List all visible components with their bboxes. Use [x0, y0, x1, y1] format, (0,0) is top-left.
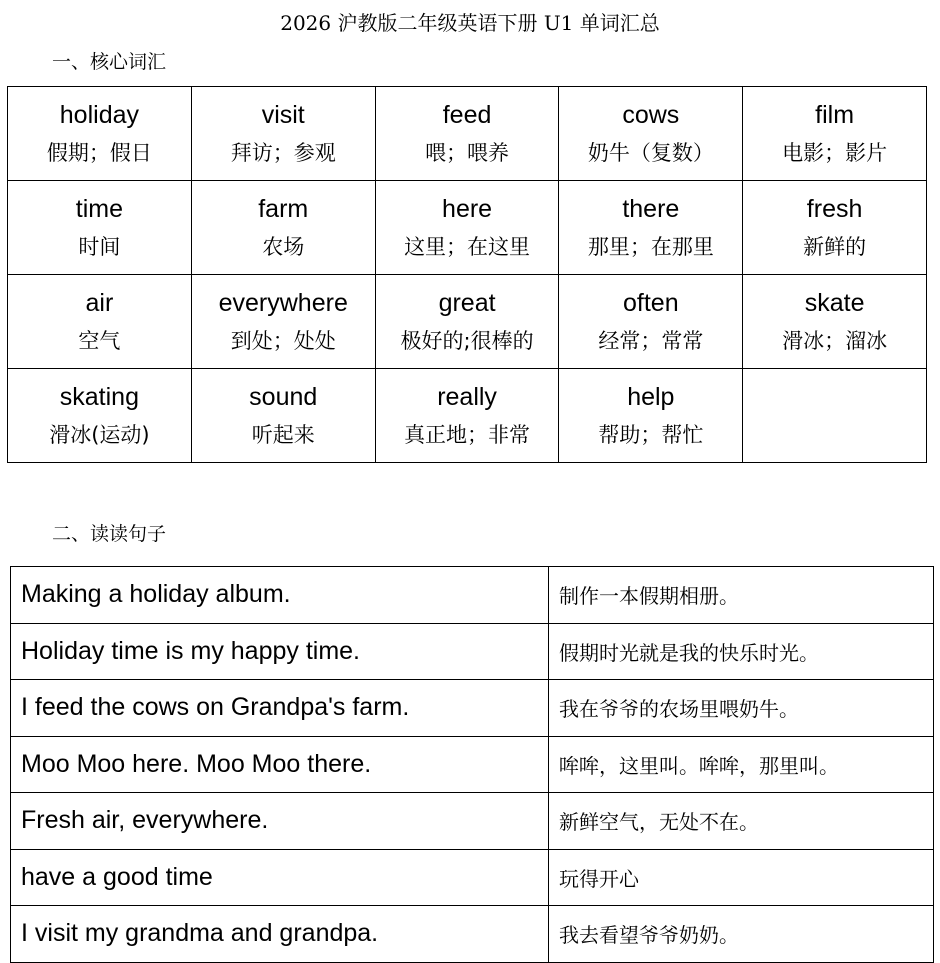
vocab-cell [8, 181, 192, 275]
vocab-meaning: 假期；假日 [46, 140, 152, 165]
vocab-word: here [442, 194, 493, 223]
sentence-chinese: 我去看望爷爷奶奶。 [549, 906, 934, 963]
sentence-english: Holiday time is my happy time. [11, 623, 549, 680]
vocab-meaning: 极好的;很棒的 [400, 328, 534, 353]
vocab-cell [8, 369, 192, 463]
vocab-word: skate [804, 288, 865, 317]
vocab-meaning: 帮助；帮忙 [598, 422, 704, 447]
sentence-row [11, 736, 934, 793]
vocab-word: film [815, 100, 855, 129]
sentence-english: Moo Moo here. Moo Moo there. [11, 736, 549, 793]
vocab-meaning: 这里；在这里 [404, 234, 531, 259]
vocab-meaning: 电影；影片 [782, 140, 888, 165]
vocab-cell [559, 275, 743, 369]
vocab-meaning: 农场 [262, 234, 305, 259]
vocab-cell [743, 275, 927, 369]
sentence-english: Making a holiday album. [11, 567, 549, 624]
sentence-chinese: 制作一本假期相册。 [549, 567, 934, 624]
sentence-row [11, 567, 934, 624]
sentence-row [11, 906, 934, 963]
vocab-row [8, 275, 927, 369]
vocab-meaning: 新鲜的 [803, 234, 867, 259]
vocab-word: everywhere [218, 288, 348, 317]
vocab-row [8, 369, 927, 463]
sentence-english: I feed the cows on Grandpa's farm. [11, 680, 549, 737]
vocab-word: great [438, 288, 496, 317]
sentence-row [11, 849, 934, 906]
sentence-chinese: 我在爷爷的农场里喂奶牛。 [549, 680, 934, 737]
sentence-chinese: 玩得开心 [549, 849, 934, 906]
vocab-word: really [437, 382, 497, 411]
sentence-english: Fresh air, everywhere. [11, 793, 549, 850]
vocab-word: holiday [59, 100, 140, 129]
vocab-cell [743, 87, 927, 181]
vocab-word: visit [261, 100, 305, 129]
vocab-word: there [622, 194, 680, 223]
vocab-cell [375, 181, 559, 275]
page-title: 2026 沪教版二年级英语下册 U1 单词汇总 [280, 11, 660, 35]
sentence-english: have a good time [11, 849, 549, 906]
vocab-cell [743, 181, 927, 275]
vocab-meaning: 那里；在那里 [587, 234, 714, 259]
sentence-chinese: 哞哞，这里叫。哞哞，那里叫。 [549, 736, 934, 793]
vocab-cell [8, 275, 192, 369]
vocab-cell [8, 87, 192, 181]
vocab-word: help [627, 382, 675, 411]
vocab-cell [375, 369, 559, 463]
vocab-cell [559, 87, 743, 181]
vocabulary-table [7, 86, 927, 463]
vocab-word: often [623, 288, 679, 317]
vocab-meaning: 奶牛（复数） [587, 140, 714, 165]
vocab-cell [743, 369, 927, 463]
vocab-meaning: 听起来 [251, 422, 315, 447]
vocab-meaning: 喂；喂养 [425, 140, 510, 165]
vocab-meaning: 时间 [78, 234, 121, 259]
vocab-meaning: 到处；处处 [230, 328, 336, 353]
vocab-cell [559, 369, 743, 463]
vocab-meaning: 空气 [78, 328, 121, 353]
sentence-chinese: 假期时光就是我的快乐时光。 [549, 623, 934, 680]
vocab-word: skating [59, 382, 139, 411]
sentence-chinese: 新鲜空气，无处不在。 [549, 793, 934, 850]
sentence-row [11, 680, 934, 737]
section-heading-vocabulary: 一、核心词汇 [52, 51, 167, 73]
vocab-meaning: 经常；常常 [598, 328, 704, 353]
section-heading-sentences: 二、读读句子 [52, 523, 167, 545]
vocab-word: time [75, 194, 124, 223]
vocab-word: sound [249, 382, 318, 411]
vocab-meaning: 滑冰；溜冰 [782, 328, 888, 353]
vocab-cell [375, 87, 559, 181]
vocab-word: fresh [806, 194, 863, 223]
vocab-cell [191, 87, 375, 181]
vocab-meaning: 真正地；非常 [404, 422, 531, 447]
vocab-row [8, 87, 927, 181]
vocab-cell [191, 275, 375, 369]
sentence-row [11, 793, 934, 850]
sentences-table [10, 566, 934, 963]
vocab-cell [375, 275, 559, 369]
vocab-meaning: 拜访；参观 [230, 140, 336, 165]
vocab-word: air [85, 288, 114, 317]
vocab-cell [191, 181, 375, 275]
vocab-cell [559, 181, 743, 275]
vocab-word: feed [442, 100, 492, 129]
sentence-english: I visit my grandma and grandpa. [11, 906, 549, 963]
vocab-cell [191, 369, 375, 463]
vocab-row [8, 181, 927, 275]
sentence-row [11, 623, 934, 680]
vocab-word: farm [258, 194, 309, 223]
vocab-meaning: 滑冰(运动) [49, 422, 150, 447]
vocab-word: cows [622, 100, 680, 129]
